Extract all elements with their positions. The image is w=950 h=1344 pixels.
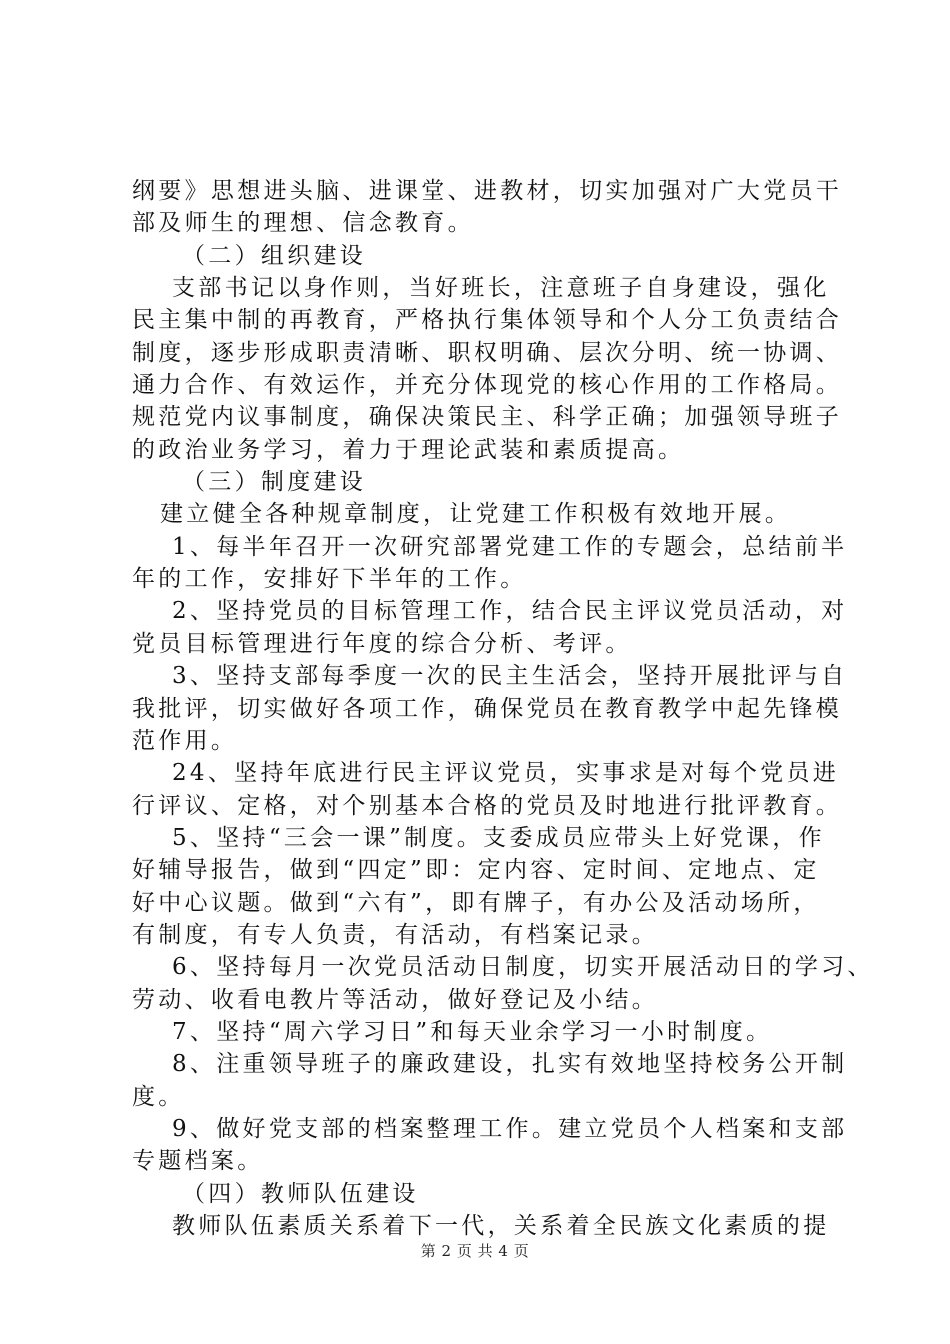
text-line: 好辅导报告，做到“四定”即：定内容、定时间、定地点、定 xyxy=(132,857,820,884)
text-line: 支部书记以身作则，当好班长，注意班子自身建设，强化 xyxy=(172,275,830,302)
page-footer: 第 2 页 共 4 页 xyxy=(420,1242,530,1260)
text-line: 度。 xyxy=(132,1083,185,1110)
text-line: 纲要》思想进头脑、进课堂、进教材，切实加强对广大党员干 xyxy=(132,178,843,204)
text-line: 2、坚持党员的目标管理工作，结合民主评议党员活动，对 xyxy=(172,598,848,625)
text-line: 6、坚持每月一次党员活动日制度，切实开展活动日的学习、 xyxy=(172,954,874,981)
text-line: 规范党内议事制度，确保决策民主、科学正确；加强领导班子 xyxy=(132,404,843,431)
text-line: 1、每半年召开一次研究部署党建工作的专题会，总结前半 xyxy=(172,533,848,560)
text-line: 行评议、定格，对个别基本合格的党员及时地进行批评教育。 xyxy=(132,792,843,819)
document-body xyxy=(132,175,874,1242)
text-line: 部及师生的理想、信念教育。 xyxy=(132,210,474,237)
text-line: 8、注重领导班子的廉政建设，扎实有效地坚持校务公开制 xyxy=(172,1051,848,1078)
text-line: 5、坚持“三会一课”制度。支委成员应带头上好党课，作 xyxy=(172,824,825,851)
text-line: 制度，逐步形成职责清晰、职权明确、层次分明、统一协调、 xyxy=(132,339,843,366)
text-line: 年的工作，安排好下半年的工作。 xyxy=(132,566,527,593)
text-line: 专题档案。 xyxy=(132,1148,264,1175)
text-line: （二）组织建设 xyxy=(182,242,367,269)
text-line: 党员目标管理进行年度的综合分析、考评。 xyxy=(132,630,632,657)
text-line: 建立健全各种规章制度，让党建工作积极有效地开展。 xyxy=(160,501,792,528)
text-line: 教师队伍素质关系着下一代，关系着全民族文化素质的提 xyxy=(172,1213,830,1239)
text-line: 有制度，有专人负责，有活动，有档案记录。 xyxy=(132,921,658,948)
text-line: 民主集中制的再教育，严格执行集体领导和个人分工负责结合 xyxy=(132,307,843,334)
text-line: 9、做好党支部的档案整理工作。建立党员个人档案和支部 xyxy=(172,1115,848,1142)
text-line: 7、坚持“周六学习日”和每天业余学习一小时制度。 xyxy=(172,1018,773,1045)
text-line: （四）教师队伍建设 xyxy=(182,1180,419,1207)
text-line: 劳动、收看电教片等活动，做好登记及小结。 xyxy=(132,986,658,1013)
text-line: 的政治业务学习，着力于理论武装和素质提高。 xyxy=(132,436,685,463)
text-line: （三）制度建设 xyxy=(182,469,367,496)
text-line: 我批评，切实做好各项工作，确保党员在教育教学中起先锋模 xyxy=(132,695,843,722)
text-line: 通力合作、有效运作，并充分体现党的核心作用的工作格局。 xyxy=(132,372,843,399)
text-line: 24、坚持年底进行民主评议党员，实事求是对每个党员进 xyxy=(172,760,840,787)
text-line: 好中心议题。做到“六有”，即有牌子，有办公及活动场所， xyxy=(132,889,820,916)
text-line: 范作用。 xyxy=(132,727,238,754)
text-line: 3、坚持支部每季度一次的民主生活会，坚持开展批评与自 xyxy=(172,663,848,690)
